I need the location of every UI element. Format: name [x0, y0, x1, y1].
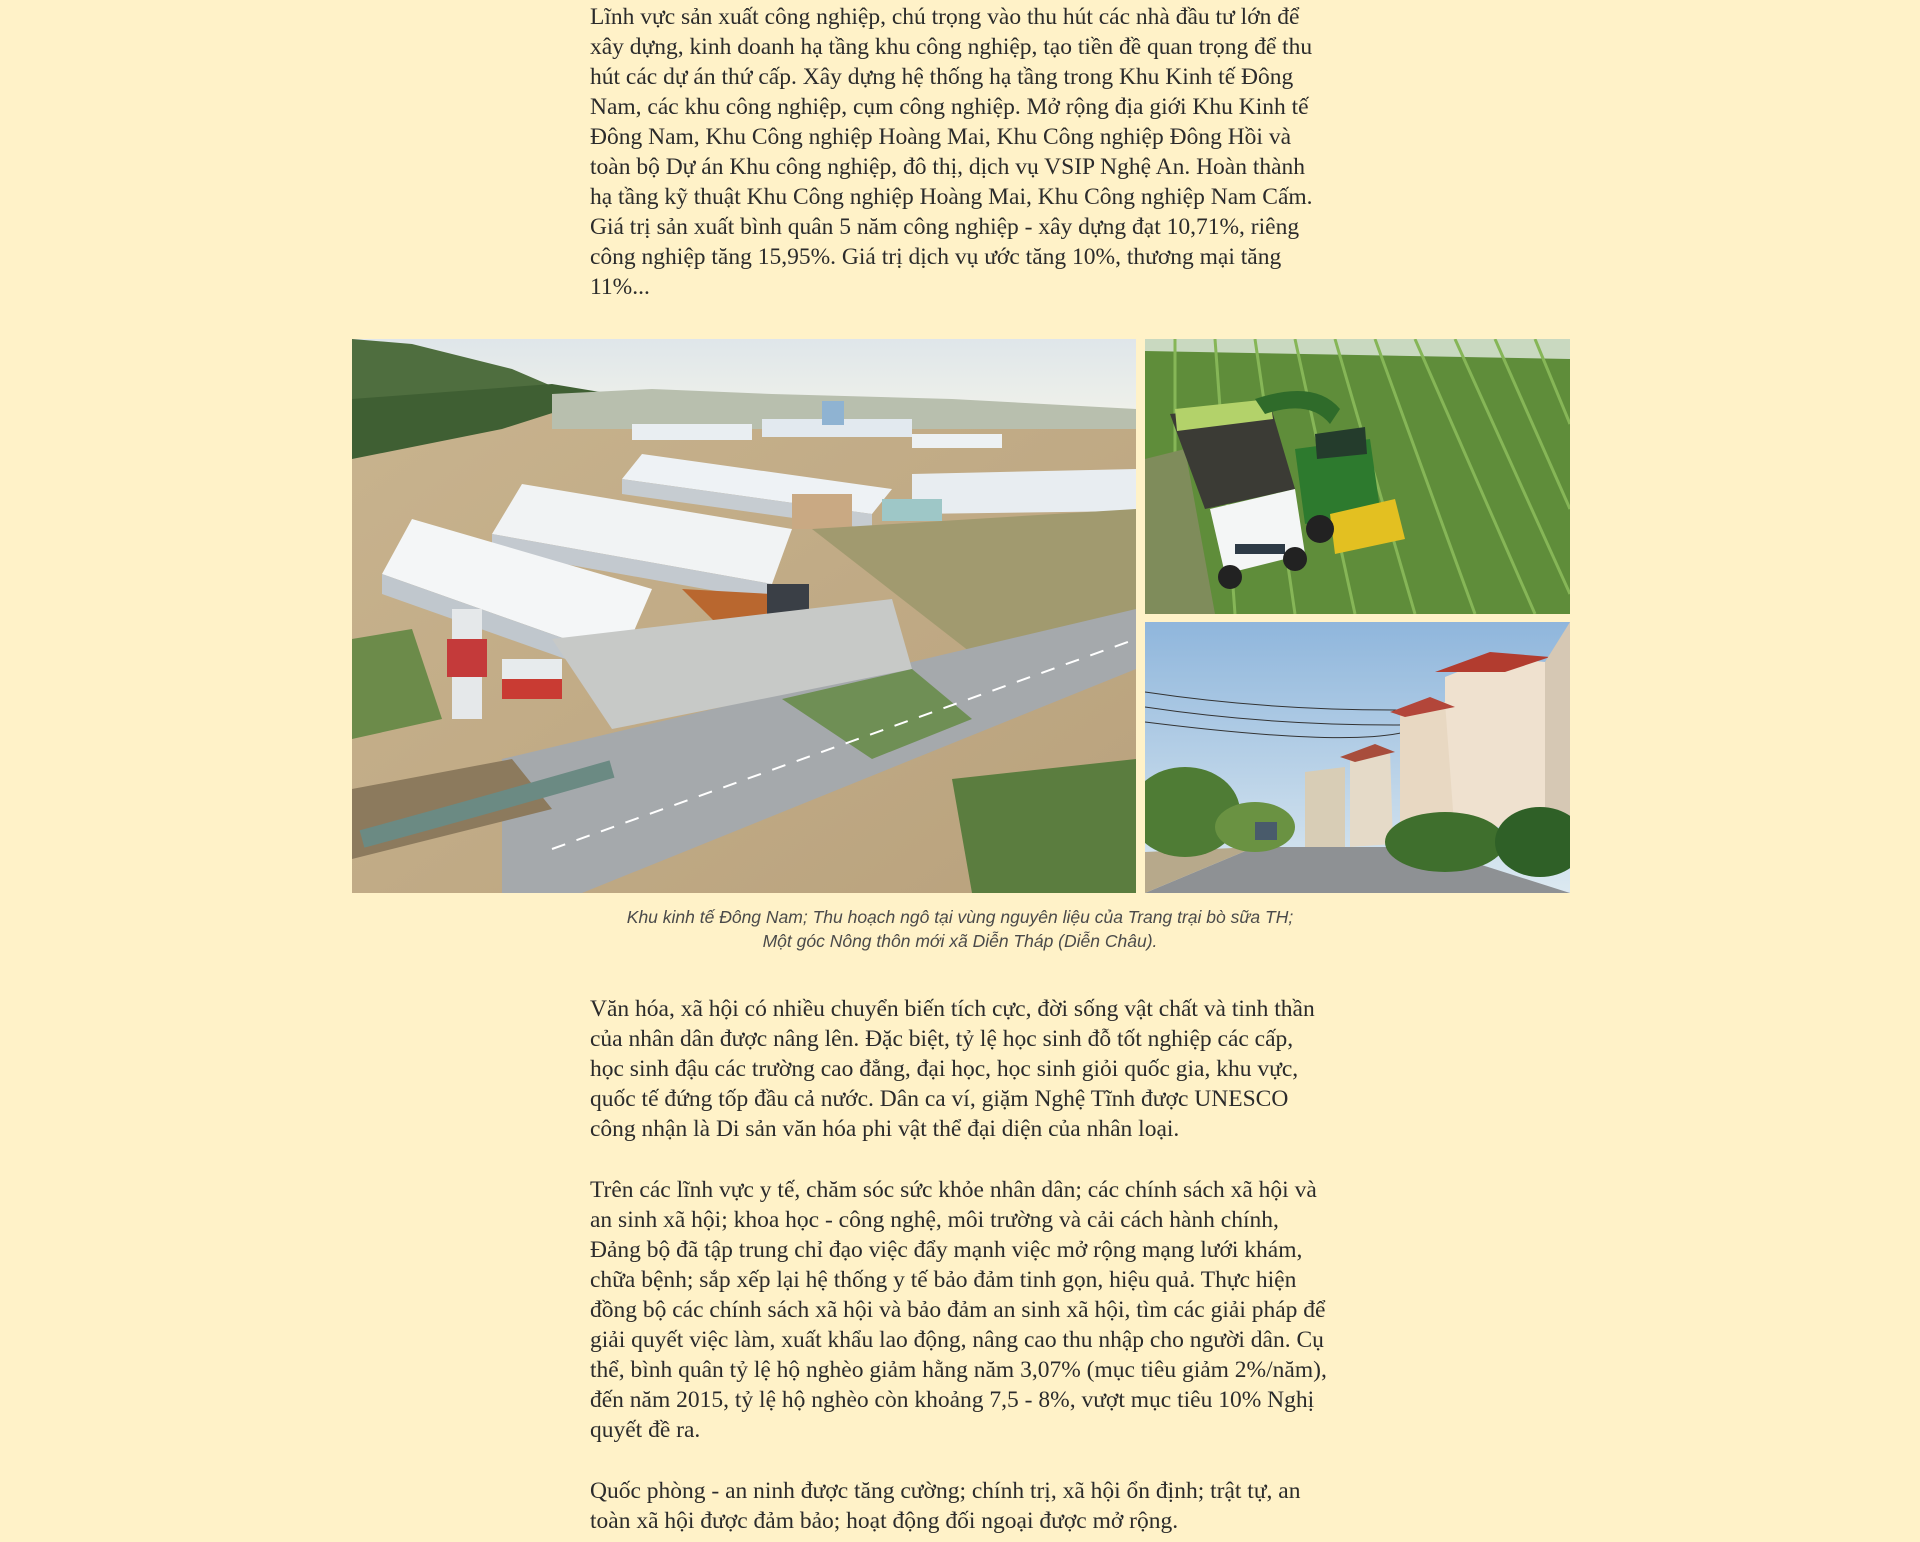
caption-line-2: Một góc Nông thôn mới xã Diễn Tháp (Diễn Châu). [762, 931, 1158, 951]
caption-line-1: Khu kinh tế Đông Nam; Thu hoạch ngô tại vùng nguyên liệu của Trang trại bò sữa TH; [626, 907, 1294, 927]
paragraph-defense: Quốc phòng - an ninh được tăng cường; chính trị, xã hội ổn định; trật tự, an toàn xã hội được đảm bảo; hoạt động đối ngoại được mở rộng. [590, 1478, 1301, 1534]
photo-collage [352, 339, 1570, 893]
paragraph-health: Trên các lĩnh vực y tế, chăm sóc sức khỏe nhân dân; các chính sách xã hội và an sinh xã hội; khoa học - công nghệ, môi trường và cải cách hành chính, Đảng bộ đã tập trung chỉ đạo việc đẩy mạnh việc mở rộng mạng lưới khám, chữa bệnh; sắp xếp lại hệ thống y tế bảo đảm tinh gọn, hiệu quả. Thực hiện đồng bộ các chính sách xã hội và bảo đảm an sinh xã hội, tìm các giải pháp để giải quyết việc làm, xuất khẩu lao động, nâng cao thu nhập cho người dân. Cụ thể, bình quân tỷ lệ hộ nghèo giảm hằng năm 3,07% (mục tiêu giảm 2%/năm), đến năm 2015, tỷ lệ hộ nghèo còn khoảng 7,5 - 8%, vượt mục tiêu 10% Nghị quyết đề ra. [590, 1177, 1327, 1443]
figure-caption [560, 905, 1360, 953]
paragraph-culture: Văn hóa, xã hội có nhiều chuyển biến tích cực, đời sống vật chất và tinh thần của nhân dân được nâng lên. Đặc biệt, tỷ lệ học sinh đỗ tốt nghiệp các cấp, học sinh đậu các trường cao đẳng, đại học, học sinh giỏi quốc gia, khu vực, quốc tế đứng tốp đầu cả nước. Dân ca ví, giặm Nghệ Tĩnh được UNESCO công nhận là Di sản văn hóa phi vật thể đại diện của nhân loại. [590, 996, 1315, 1142]
corn-harvest-photo [1145, 339, 1570, 614]
industrial-zone-photo [352, 339, 1136, 893]
paragraph-industry: Lĩnh vực sản xuất công nghiệp, chú trọng vào thu hút các nhà đầu tư lớn để xây dựng, kinh doanh hạ tầng khu công nghiệp, tạo tiền đề quan trọng để thu hút các dự án thứ cấp. Xây dựng hệ thống hạ tầng trong Khu Kinh tế Đông Nam, các khu công nghiệp, cụm công nghiệp. Mở rộng địa giới Khu Kinh tế Đông Nam, Khu Công nghiệp Hoàng Mai, Khu Công nghiệp Đông Hồi và toàn bộ Dự án Khu công nghiệp, đô thị, dịch vụ VSIP Nghệ An. Hoàn thành hạ tầng kỹ thuật Khu Công nghiệp Hoàng Mai, Khu Công nghiệp Nam Cấm. Giá trị sản xuất bình quân 5 năm công nghiệp - xây dựng đạt 10,71%, riêng công nghiệp tăng 15,95%. Giá trị dịch vụ ước tăng 10%, thương mại tăng 11%... [590, 4, 1313, 300]
village-street-photo [1145, 622, 1570, 893]
